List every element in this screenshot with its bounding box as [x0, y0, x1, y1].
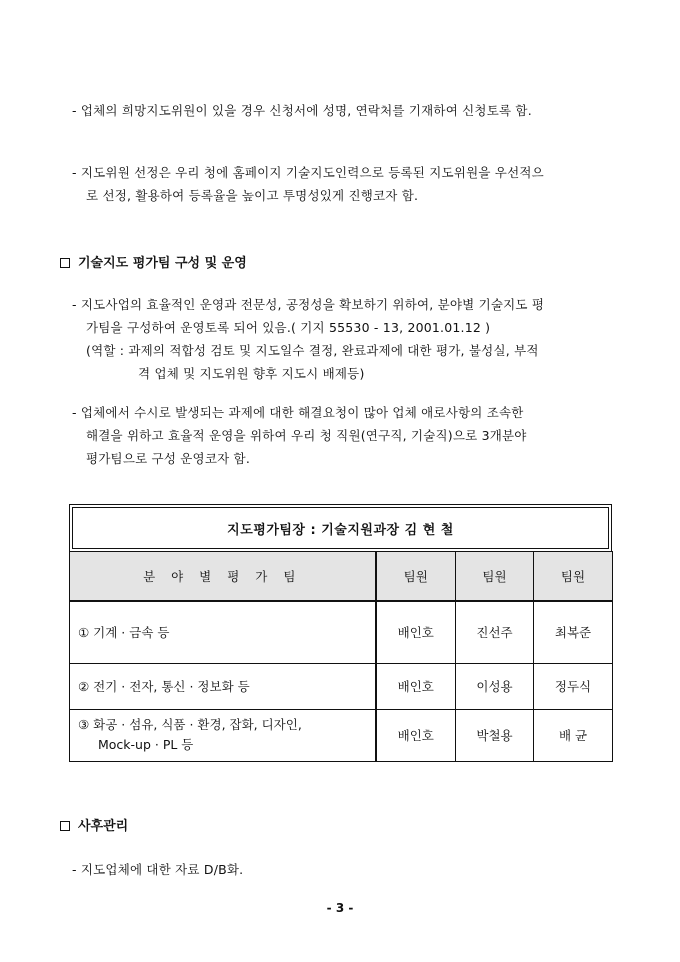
section-heading-evaluation-team [60, 252, 247, 271]
paragraph-team-operation-line3: 평가팀으로 구성 운영코자 함. [86, 451, 250, 466]
team-leader-caption: 지도평가팀장 : 기술지원과장 김 현 철 [72, 507, 609, 549]
header-category: 분 야 별 평 가 팀 [70, 552, 376, 602]
paragraph-applicant-advisor: - 업체의 희망지도위원이 있을 경우 신청서에 성명, 연락처를 기재하여 신청토록 함. [72, 103, 532, 118]
heading-text: 기술지도 평가팀 구성 및 운영 [78, 256, 247, 271]
table-header-row [70, 552, 613, 602]
row-category [70, 709, 376, 761]
row-category: ① 기계 · 금속 등 [70, 601, 376, 663]
row-category-line1: ③ 화공 · 섬유, 식품 · 환경, 잡화, 디자인, [78, 717, 302, 732]
table-row [70, 601, 613, 663]
row-member-1: 배인호 [376, 663, 456, 709]
row-member-1: 배인호 [376, 709, 456, 761]
section-heading-follow-up [60, 815, 128, 834]
paragraph-team-role-line2: 격 업체 및 지도위원 향후 지도시 배제등) [138, 366, 365, 381]
paragraph-advisor-selection-line1: - 지도위원 선정은 우리 청에 홈페이지 기술지도인력으로 등록된 지도위원을 우선적으 [72, 165, 544, 180]
paragraph-team-purpose-line2: 가팀을 구성하여 운영토록 되어 있음.( 기지 55530 - 13, 2001.01.12 ) [86, 320, 491, 335]
heading-text: 사후관리 [78, 819, 129, 834]
checkbox-icon [60, 258, 70, 268]
paragraph-team-operation-line1: - 업체에서 수시로 발생되는 과제에 대한 해결요청이 많아 업체 애로사항의 조속한 [72, 405, 524, 420]
row-member-3: 배 균 [534, 709, 613, 761]
row-member-2: 진선주 [456, 601, 534, 663]
row-category-line2: Mock-up · PL 등 [98, 737, 194, 752]
paragraph-team-purpose-line1: - 지도사업의 효율적인 운영과 전문성, 공정성을 확보하기 위하여, 분야별 기술지도 평 [72, 297, 545, 312]
paragraph-team-operation-line2: 해결을 위하고 효율적 운영을 위하여 우리 청 직원(연구직, 기술직)으로 3개분야 [86, 428, 527, 443]
page-number: - 3 - [326, 901, 354, 915]
paragraph-advisor-selection-line2: 로 선정, 활용하여 등록율을 높이고 투명성있게 진행코자 함. [86, 188, 419, 203]
row-member-3: 정두식 [534, 663, 613, 709]
row-category: ② 전기 · 전자, 통신 · 정보화 등 [70, 663, 376, 709]
row-member-2: 박철용 [456, 709, 534, 761]
evaluation-team-table [69, 551, 613, 762]
table-row [70, 709, 613, 761]
header-member-2: 팀원 [456, 552, 534, 602]
header-member-1: 팀원 [376, 552, 456, 602]
paragraph-follow-up: - 지도업체에 대한 자료 D/B화. [72, 862, 244, 877]
paragraph-team-role-line1: (역할 : 과제의 적합성 검토 및 지도일수 결정, 완료과제에 대한 평가, 불성실, 부적 [86, 343, 539, 358]
row-member-1: 배인호 [376, 601, 456, 663]
team-leader-box [69, 504, 612, 552]
row-member-2: 이성용 [456, 663, 534, 709]
row-member-3: 최복준 [534, 601, 613, 663]
table-row [70, 663, 613, 709]
header-member-3: 팀원 [534, 552, 613, 602]
checkbox-icon [60, 821, 70, 831]
